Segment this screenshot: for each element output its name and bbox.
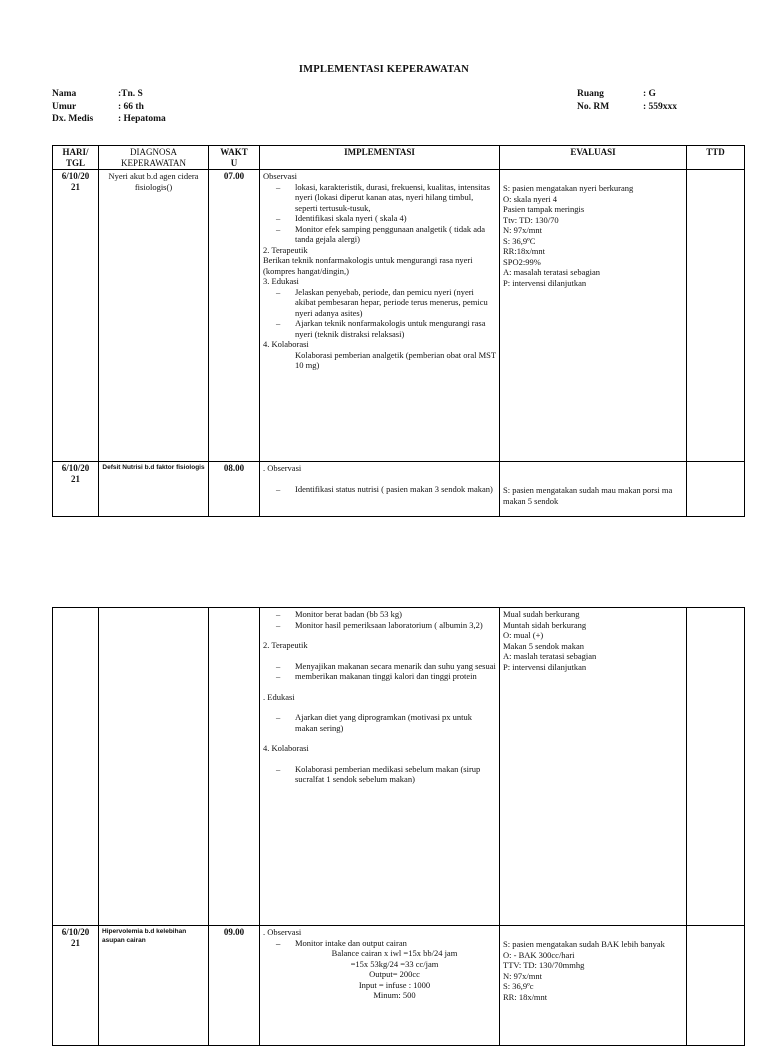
row-time — [209, 608, 260, 926]
row-diagnosis: Nyeri akut b.d agen cidera fisiologis() — [99, 170, 209, 462]
row-diagnosis — [99, 608, 209, 926]
list-item: – Monitor efek samping penggunaan analgetik ( tidak ada tanda gejala alergi) — [295, 224, 496, 245]
impl-heading-observasi: Observasi — [263, 171, 297, 181]
row-implementation — [260, 926, 500, 1046]
list-item: – lokasi, karakteristik, durasi, frekuensi, kualitas, intensitas nyeri (lokasi diperut kanan atas, nyeri hilang timbul, seperti tertusuk-tusuk, — [295, 182, 496, 214]
impl-heading-observasi: . Observasi — [263, 927, 302, 937]
implementation-table-page2 — [52, 607, 745, 1046]
calc-line: Balance cairan x iwl =15x bb/24 jam — [331, 948, 458, 958]
eval-line: RR:18x/mnt — [503, 246, 546, 256]
implementation-table-page1 — [52, 145, 745, 517]
eval-line: Makan 5 sendok makan — [503, 640, 584, 651]
age-value: : 66 th — [118, 101, 144, 112]
table-row — [53, 170, 745, 462]
list-item: – Ajarkan diet yang diprogramkan (motivasi px untuk makan sering) — [295, 712, 496, 733]
col-header-signature: TTD — [687, 146, 745, 170]
table-header-row — [53, 146, 745, 170]
eval-line: S: pasien mengatakan nyeri berkurang — [503, 183, 634, 193]
impl-list-observasi — [263, 182, 496, 245]
impl-list-edukasi — [263, 287, 496, 340]
dx-value: : Hepatoma — [118, 114, 166, 124]
row-evaluation — [500, 462, 687, 517]
patient-info-left — [52, 88, 166, 126]
medical-dx-row — [52, 113, 166, 126]
list-item: – Monitor berat badan (bb 53 kg) — [295, 609, 496, 620]
col-header-diagnosis: DIAGNOSA KEPERAWATAN — [99, 146, 209, 170]
name-label: Nama — [52, 89, 77, 99]
eval-line: S: pasien mengatakan sudah BAK lebih banyak — [503, 939, 665, 949]
row-evaluation — [500, 608, 687, 926]
eval-line: P: intervensi dilanjutkan — [503, 661, 587, 672]
col-header-implementation: IMPLEMENTASI — [260, 146, 500, 170]
rm-value: : 559xxx — [643, 101, 678, 112]
rm-label: No. RM — [577, 101, 610, 112]
fluid-balance-calc — [263, 948, 496, 1001]
table-row — [53, 462, 745, 517]
impl-list-observasi — [263, 938, 496, 949]
table-row — [53, 608, 745, 926]
list-item: – Kolaborasi pemberian medikasi sebelum makan (sirup sucralfat 1 sendok sebelum makan) — [295, 764, 496, 785]
list-item: – Monitor intake dan output cairan — [295, 938, 496, 949]
eval-line: A: masalah teratasi sebagian — [503, 267, 601, 277]
impl-list-terapeutik — [263, 661, 496, 682]
eval-line: Mual sudah berkurang — [503, 609, 580, 619]
impl-list-edukasi — [263, 712, 496, 733]
room-label: Ruang — [577, 89, 604, 99]
impl-heading-edukasi: . Edukasi — [263, 691, 295, 702]
eval-line: Pasien tampak meringis — [503, 204, 585, 214]
list-item: – Identifikasi status nutrisi ( pasien makan 3 sendok makan) — [295, 484, 496, 495]
row-time: 07.00 — [209, 170, 260, 462]
row-implementation — [260, 608, 500, 926]
col-header-evaluation: EVALUASI — [500, 146, 687, 170]
eval-line: P: intervensi dilanjutkan — [503, 277, 587, 288]
impl-heading-kolaborasi: 4. Kolaborasi — [263, 339, 309, 349]
patient-info-right — [577, 88, 677, 113]
impl-list-observasi — [263, 484, 496, 495]
eval-line: RR: 18x/mnt — [503, 991, 548, 1002]
eval-line: O: skala nyeri 4 — [503, 193, 558, 204]
row-date — [53, 608, 99, 926]
eval-line: S: 36,9ºC — [503, 235, 536, 246]
eval-line: Ttv: TD: 130/70 — [503, 214, 559, 225]
rm-row — [577, 101, 677, 114]
row-signature — [687, 608, 745, 926]
row-implementation — [260, 170, 500, 462]
row-date: 6/10/20 21 — [53, 462, 99, 517]
row-signature — [687, 462, 745, 517]
patient-age-row — [52, 101, 166, 114]
impl-list-kolaborasi — [263, 764, 496, 785]
impl-heading-terapeutik: 2. Terapeutik — [263, 640, 308, 650]
row-evaluation — [500, 926, 687, 1046]
eval-line: S: pasien mengatakan sudah mau makan porsi ma makan 5 sendok — [503, 485, 673, 506]
row-implementation — [260, 462, 500, 517]
eval-line: A: maslah teratasi sebagian — [503, 651, 597, 661]
impl-heading-observasi: . Observasi — [263, 463, 302, 473]
eval-line: TTV: TD: 130/70mmhg — [503, 960, 585, 970]
row-diagnosis: Defsit Nutrisi b.d faktor fisiologis — [99, 462, 209, 517]
impl-heading-kolaborasi: 4. Kolaborasi — [263, 743, 309, 753]
row-diagnosis: Hipervolemia b.d kelebihan asupan cairan — [99, 926, 209, 1046]
age-label: Umur — [52, 101, 77, 112]
page-title: IMPLEMENTASI KEPERAWATAN — [298, 64, 470, 75]
room-row — [577, 88, 677, 101]
row-evaluation — [500, 170, 687, 462]
calc-line: Input = infuse : 1000 — [358, 979, 431, 990]
impl-heading-edukasi: 3. Edukasi — [263, 276, 299, 286]
impl-text-kolaborasi: Kolaborasi pemberian analgetik (pemberian obat oral MST 10 mg) — [295, 349, 496, 370]
row-date: 6/10/20 21 — [53, 170, 99, 462]
col-header-date: HARI/ TGL — [53, 146, 99, 170]
list-item: – Jelaskan penyebab, periode, dan pemicu nyeri (nyeri akibat pembesaran hepar, periode terus menerus, pemicu nyeri adanya asites) — [295, 287, 496, 319]
list-item: – Menyajikan makanan secara menarik dan suhu yang sesuai — [295, 661, 496, 672]
room-value: : G — [643, 89, 656, 99]
patient-name-row — [52, 88, 166, 101]
impl-list-observasi — [263, 609, 496, 630]
row-signature — [687, 926, 745, 1046]
dx-label: Dx. Medis — [52, 114, 94, 124]
row-time: 09.00 — [209, 926, 260, 1046]
table-row — [53, 926, 745, 1046]
calc-line: =15x 53kg/24 =33 cc/jam — [350, 958, 439, 969]
list-item: – Ajarkan teknik nonfarmakologis untuk mengurangi rasa nyeri (teknik distraksi relaksasi) — [295, 318, 496, 339]
name-value: :Tn. S — [118, 89, 143, 99]
list-item: – Identifikasi skala nyeri ( skala 4) — [295, 213, 496, 224]
eval-line: N: 97x/mnt — [503, 970, 542, 981]
calc-line: Minum: 500 — [373, 990, 416, 1000]
col-header-time: WAKT U — [209, 146, 260, 170]
list-item: – Monitor hasil pemeriksaan laboratorium ( albumin 3,2) — [295, 620, 496, 631]
eval-line: N: 97x/mnt — [503, 225, 542, 235]
eval-line: S: 36,9ºc — [503, 981, 534, 991]
eval-line: O: - BAK 300cc/hari — [503, 949, 575, 960]
impl-text-terapeutik: Berikan teknik nonfarmakologis untuk mengurangi rasa nyeri (kompres hangat/dingin,) — [263, 255, 473, 276]
eval-line: Muntah sidah berkurang — [503, 619, 587, 630]
row-date: 6/10/20 21 — [53, 926, 99, 1046]
calc-line: Output= 200cc — [369, 969, 420, 979]
eval-line: O: mual (+) — [503, 630, 544, 640]
impl-heading-terapeutik: 2. Terapeutik — [263, 244, 308, 255]
list-item: – memberikan makanan tinggi kalori dan tinggi protein — [295, 671, 496, 682]
eval-line: SPO2:99% — [503, 256, 541, 267]
row-signature — [687, 170, 745, 462]
row-time: 08.00 — [209, 462, 260, 517]
